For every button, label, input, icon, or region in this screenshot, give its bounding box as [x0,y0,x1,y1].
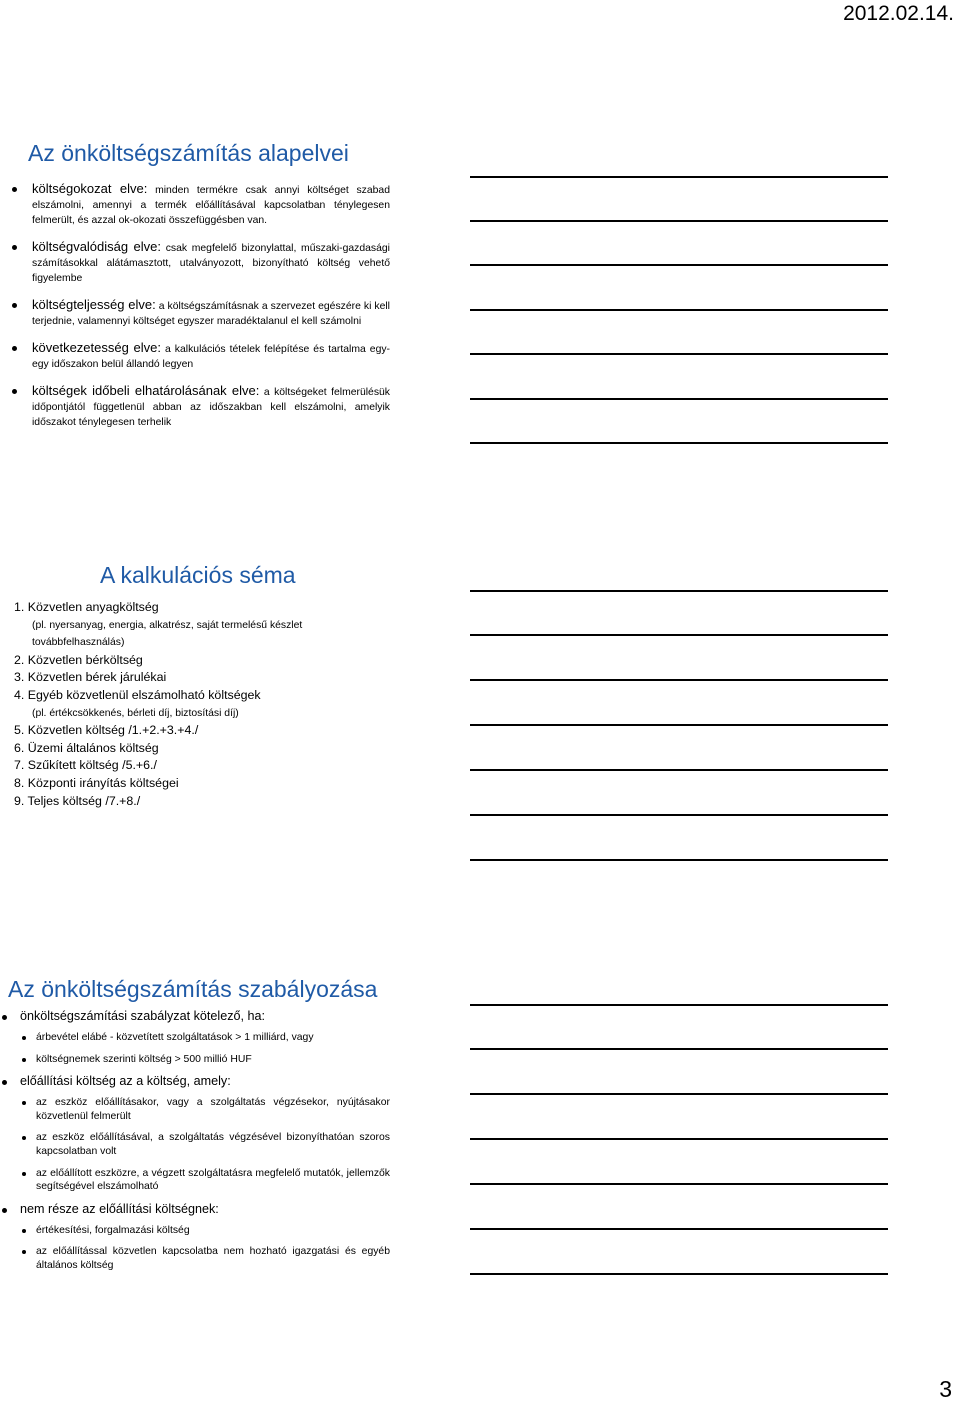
note-line [470,1004,888,1006]
note-line [470,1138,888,1140]
list-item: következetesség elve: a kalkulációs tételek felépítése és tartalma egy-egy időszakon belül állandó legyen [18,340,390,372]
note-line [470,769,888,771]
note-line [470,264,888,266]
list-item: 4. Egyéb közvetlenül elszámolható költségek [14,687,261,702]
list-item: 3. Közvetlen bérek járulékai [14,670,167,685]
sub-list-item: az előállítással közvetlen kapcsolatba nem hozható igazgatási és egyéb általános költség [20,1245,390,1272]
note-line [470,309,888,311]
slide-title: Az önköltségszámítás alapelvei [28,140,349,166]
note-line [470,859,888,861]
sub-list [20,1224,390,1273]
slide-principles [18,140,390,441]
note-line [470,220,888,222]
header-date: 2012.02.14. [843,2,954,25]
page-number: 3 [939,1376,952,1402]
sub-list-item: árbevétel elábé - közvetített szolgáltatások > 1 milliárd, vagy [20,1031,390,1045]
note-line [470,176,888,178]
note-line [470,1273,888,1275]
note-line [470,634,888,636]
note-line [470,814,888,816]
list-item: nem része az előállítási költségnek: értékesítési, forgalmazási költség az előállítással közvetlen kapcsolatba nem hozható igazgatási és egyéb általános költség [6,1202,390,1273]
list-item: költségek időbeli elhatárolásának elve: a költségeket felmerülésük időpontjától függetlenül abban az időszakban kell elszámolni, amelyik időszakot ténylegesen terhelik [18,383,390,430]
note-line [470,724,888,726]
list-item: költségteljesség elve: a költségszámításnak a szervezet egészére ki kell terjednie, valamennyi költséget egyszer maradéktalanul el kell számolni [18,297,390,329]
sub-list-item: az eszköz előállításakor, vagy a szolgáltatás végzésekor, nyújtásakor közvetlenül felmerült [20,1096,390,1123]
sub-list-item: az előállított eszközre, a végzett szolgáltatásra megfelelő mutatók, jellemzők segítségével elszámolható [20,1167,390,1194]
slide-regulation [6,976,390,1281]
sub-list-item: költségnemek szerinti költség > 500 millió HUF [20,1053,390,1067]
list-item: 1. Közvetlen anyagköltség [14,600,159,614]
list-item: előállítási költség az a költség, amely: az eszköz előállításakor, vagy a szolgáltatás végzésekor, nyújtásakor közvetlenül felmerült az eszköz előállításával, a szolgáltatás végzésével bizonyíthatóan szoros kapcsolatban volt az előállított eszközre, a végzett szolgáltatásra megfelelő mutatók, jellemzők segítségével elszámolható [6,1074,390,1194]
list-item: 7. Szűkített költség /5.+6./ [14,758,157,773]
list-item: 2. Közvetlen bérköltség [14,652,143,667]
list-item: 6. Üzemi általános költség [14,740,159,755]
note-line [470,679,888,681]
sub-list [20,1031,390,1066]
list-item: 8. Központi irányítás költségei [14,775,179,790]
list-item: költségvalódiság elve: csak megfelelő bizonylattal, műszaki-gazdasági számításokkal alátámasztott, utalványozott, bizonyítható költség vehető figyelembe [18,239,390,286]
list-item: (pl. nyersanyag, energia, alkatrész, saját termelésű készlet [32,619,303,631]
note-line [470,1183,888,1185]
slide-calculation-scheme [14,562,394,810]
note-line [470,1228,888,1230]
note-line [470,1048,888,1050]
list-item: (pl. értékcsökkenés, bérleti díj, biztosítási díj) [32,707,239,719]
sub-list-item: az eszköz előállításával, a szolgáltatás végzésével bizonyíthatóan szoros kapcsolatban volt [20,1131,390,1158]
note-line [470,398,888,400]
list-item: költségokozat elve: minden termékre csak annyi költséget szabad elszámolni, amennyi a termék előállításával kapcsolatban ténylegesen felmerült, és azzal ok-okozati összefüggésben van. [18,181,390,228]
note-line [470,442,888,444]
list-item: továbbfelhasználás) [32,637,125,649]
slide-title: A kalkulációs séma [100,562,296,588]
list-item: 5. Közvetlen költség /1.+2.+3.+4./ [14,723,199,738]
principles-list [18,181,390,430]
note-line [470,1093,888,1095]
note-line [470,353,888,355]
scheme-list [14,599,394,810]
sub-list-item: értékesítési, forgalmazási költség [20,1224,390,1238]
list-item: önköltségszámítási szabályzat kötelező, ha: árbevétel elábé - közvetített szolgáltatások > 1 milliárd, vagy költségnemek szerinti költség > 500 millió HUF [6,1009,390,1066]
regulation-list [6,1009,390,1273]
list-item: 9. Teljes költség /7.+8./ [14,793,141,808]
sub-list [20,1096,390,1194]
slide-title: Az önköltségszámítás szabályozása [8,976,378,1002]
note-line [470,590,888,592]
